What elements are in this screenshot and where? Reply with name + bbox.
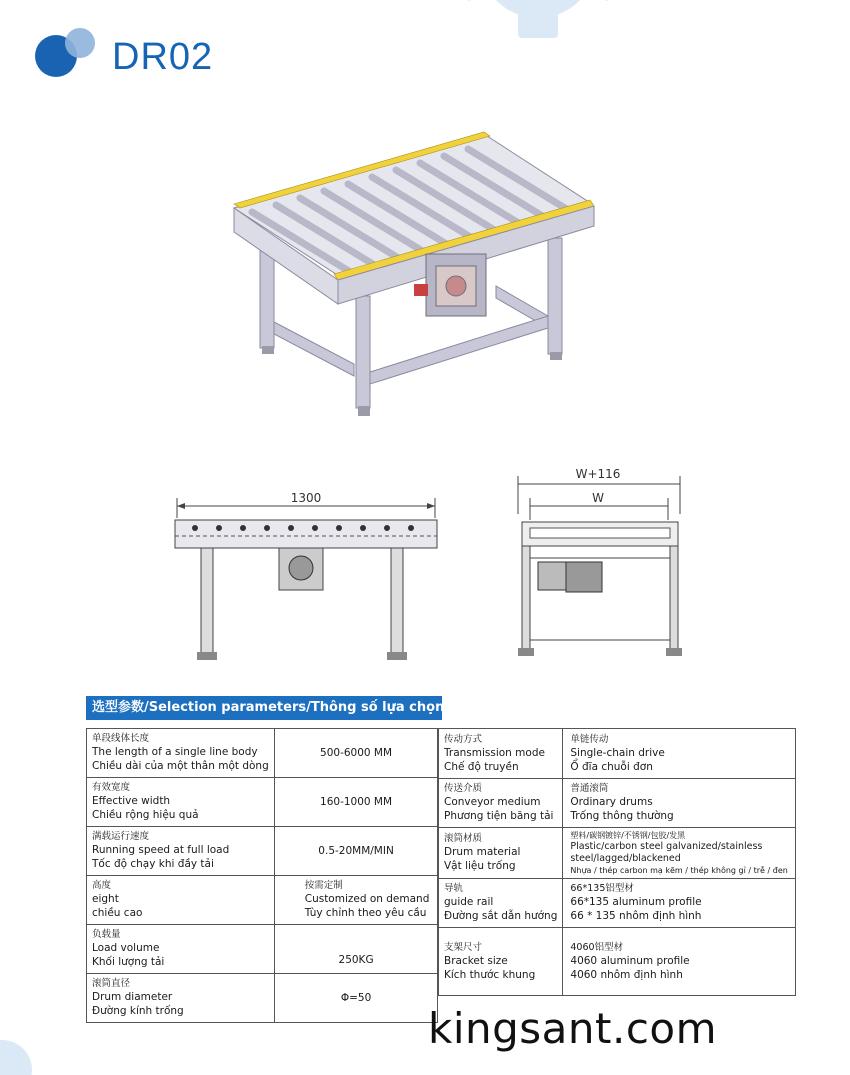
param-value-cell — [274, 876, 438, 925]
param-value-en-cont: steel/lagged/blackened — [570, 853, 681, 864]
param-label-cell — [439, 879, 563, 928]
param-label-zh: 高度 — [92, 880, 112, 891]
param-label-zh: 滚筒材质 — [444, 833, 483, 844]
param-label-cell — [87, 974, 275, 1023]
param-label-vi: Chiều dài của một thân một dòng — [92, 760, 269, 772]
param-label-cell — [439, 779, 563, 828]
param-value-cell — [563, 879, 795, 928]
param-label-en: Load volume — [92, 942, 160, 954]
param-value-cell — [563, 779, 795, 828]
conveyor-side-view-drawing — [508, 462, 692, 666]
parameters-table-right — [438, 728, 796, 996]
param-label-cell — [87, 778, 275, 827]
param-label-vi: Đường kính trống — [92, 1005, 184, 1017]
param-label-cell — [87, 876, 275, 925]
param-value-cell — [563, 729, 795, 779]
param-label-vi: Chiều rộng hiệu quả — [92, 809, 199, 821]
param-value-zh: 66*135铝型材 — [570, 883, 634, 894]
selection-parameters-heading: 选型参数/Selection parameters/Thông số lựa chọn — [86, 696, 442, 720]
table-row — [87, 925, 438, 974]
param-label-en: Effective width — [92, 795, 171, 807]
param-label-zh: 传送介质 — [444, 783, 483, 794]
param-label-cell — [439, 828, 563, 879]
product-title: DR02 — [112, 36, 214, 78]
website-url: kingsant.com — [428, 1004, 718, 1053]
param-label-cell — [439, 729, 563, 779]
param-value: 160-1000 MM — [274, 778, 438, 827]
table-row — [439, 879, 796, 928]
param-label-vi: Vật liệu trống — [444, 860, 516, 872]
param-label-zh: 支架尺寸 — [444, 941, 483, 953]
param-label-vi: Khối lượng tải — [92, 956, 165, 968]
param-value-vi: Tùy chỉnh theo yêu cầu — [304, 907, 427, 919]
param-value-vi: 4060 nhôm định hình — [570, 968, 683, 981]
param-label-zh: 传动方式 — [444, 733, 483, 745]
brand-logo-icon — [32, 26, 102, 82]
param-value-en: Ordinary drums — [570, 796, 653, 808]
param-value-vi: Nhựa / thép carbon mạ kẽm / thép không gỉ / trễ / đen — [570, 866, 788, 875]
table-row — [87, 827, 438, 876]
param-label-vi: Tốc độ chạy khi đầy tải — [92, 858, 214, 870]
param-label-en: Conveyor medium — [444, 796, 541, 808]
param-label-en: guide rail — [444, 896, 494, 908]
conveyor-front-view-drawing — [165, 488, 455, 666]
param-label-en: Running speed at full load — [92, 844, 230, 856]
param-label-vi: Đường sắt dẫn hướng — [444, 910, 558, 922]
param-value: 500-6000 MM — [274, 729, 438, 778]
param-value-vi: Ổ đĩa chuỗi đơn — [570, 760, 653, 773]
param-value-zh: 塑料/碳钢镀锌/不锈钢/包胶/发黑 — [570, 831, 686, 840]
param-value-en: Single-chain drive — [570, 746, 665, 759]
param-label-zh: 有效宽度 — [92, 782, 131, 793]
table-row — [439, 779, 796, 828]
param-value-en: Plastic/carbon steel galvanized/stainless — [570, 841, 763, 852]
param-value-en: 4060 aluminum profile — [570, 954, 690, 967]
param-label-en: Drum diameter — [92, 991, 173, 1003]
gear-decoration-icon — [448, 0, 628, 40]
param-value-zh: 按需定制 — [304, 880, 343, 891]
table-row — [439, 928, 796, 996]
param-value-cell — [563, 828, 795, 879]
param-value-zh: 普通滚筒 — [570, 783, 609, 794]
param-label-zh: 导轨 — [444, 883, 464, 894]
param-value-cell — [563, 928, 795, 996]
param-value-zh: 4060铝型材 — [570, 941, 624, 953]
param-label-zh: 单段线体长度 — [92, 733, 150, 744]
param-value-vi: 66 * 135 nhôm định hình — [570, 910, 702, 922]
param-label-cell — [439, 928, 563, 996]
param-label-vi: Kích thước khung — [444, 968, 536, 981]
param-label-cell — [87, 827, 275, 876]
conveyor-isometric-drawing — [222, 126, 606, 426]
param-label-cell — [87, 729, 275, 778]
table-row — [87, 778, 438, 827]
param-value-en: 66*135 aluminum profile — [570, 896, 702, 908]
corner-decoration-icon — [0, 1030, 40, 1075]
param-value: 250KG — [274, 925, 438, 974]
param-label-zh: 满载运行速度 — [92, 831, 150, 842]
param-label-en: eight — [92, 893, 119, 905]
table-row — [87, 729, 438, 778]
param-value-zh: 单链传动 — [570, 733, 609, 745]
param-label-en: The length of a single line body — [92, 746, 258, 758]
param-label-vi: Chế độ truyền — [444, 760, 519, 773]
param-label-en: Bracket size — [444, 954, 508, 967]
param-label-en: Drum material — [444, 846, 521, 858]
front-length-label: 1300 — [290, 491, 322, 505]
table-row — [439, 828, 796, 879]
param-value: 0.5-20MM/MIN — [274, 827, 438, 876]
param-label-en: Transmission mode — [444, 746, 545, 759]
param-label-zh: 滚筒直径 — [92, 978, 131, 989]
param-label-zh: 负载量 — [92, 929, 121, 940]
table-row — [87, 974, 438, 1023]
param-value: Φ=50 — [274, 974, 438, 1023]
side-outer-label: W+116 — [575, 467, 621, 481]
table-row — [439, 729, 796, 779]
param-label-cell — [87, 925, 275, 974]
param-value-vi: Trống thông thường — [570, 810, 674, 822]
side-inner-label: W — [592, 491, 604, 505]
parameters-table-left — [86, 728, 438, 1023]
param-value-en: Customized on demand — [304, 893, 430, 905]
param-label-vi: chiều cao — [92, 907, 143, 919]
table-row — [87, 876, 438, 925]
param-label-vi: Phương tiện băng tải — [444, 810, 554, 822]
